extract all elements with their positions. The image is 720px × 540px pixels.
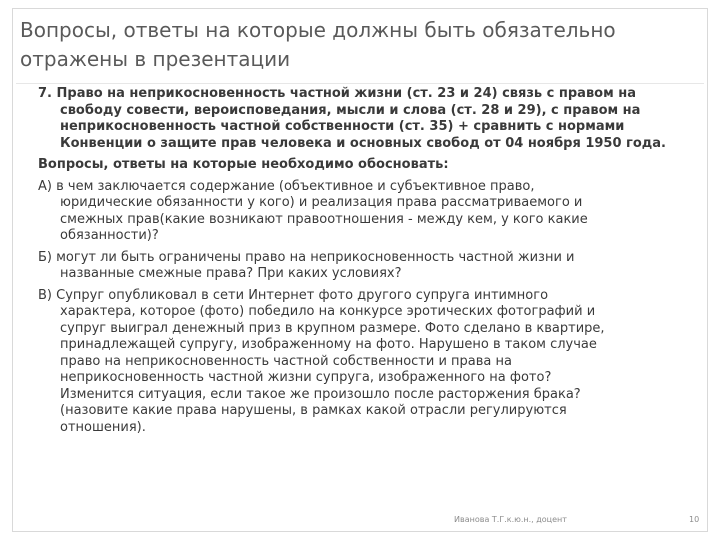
item-c-text: В) Супруг опубликовал в сети Интернет фото другого супруга интимного характера, которое (фото) победило на конкурсе эротических фотографий и супруг выиграл денежный приз в крупном размере. Фото сделано в квартире, принадлежащей супругу, изображенному на фото. Нарушено в таком случае право на неприкосновенность частной собственности и права на неприкосновенность частной жизни супруга, изображенного на фото? Изменится ситуация, если такое же произошло после расторжения брака? (назовите какие права нарушены, в рамках какой отрасли регулируются отношения). [38, 287, 605, 435]
item-b-text: Б) могут ли быть ограничены право на неприкосновенность частной жизни и названные смежные права? При каких условиях? [38, 249, 575, 281]
item-a-text: А) в чем заключается содержание (объективное и субъективное право, юридические обязанности у кого) и реализация права рассматриваемого и смежных прав(какие возникают правоотношения - между кем, у кого какие обязанности)? [38, 178, 588, 243]
footer-author: Иванова Т.Г.к.ю.н., доцент [454, 515, 567, 524]
item-7-text: 7. Право на неприкосновенность частной жизни (ст. 23 и 24) связь с правом на свободу совести, вероисповедания, мысли и слова (ст. 28 и 29), с правом на неприкосновенность частной собственности (ст. 35) + сравнить с нормами Конвенции о защите прав человека и основных свобод от 04 ноября 1950 года. [38, 86, 666, 151]
slide-content [38, 86, 698, 441]
questions-heading: Вопросы, ответы на которые необходимо обосновать: [38, 157, 449, 172]
page-number: 10 [689, 515, 700, 524]
slide-title-line-1: Вопросы, ответы на которые должны быть обязательно [20, 18, 616, 42]
slide-title [20, 16, 680, 74]
title-divider [16, 83, 704, 84]
slide-title-line-2: отражены в презентации [20, 47, 291, 71]
